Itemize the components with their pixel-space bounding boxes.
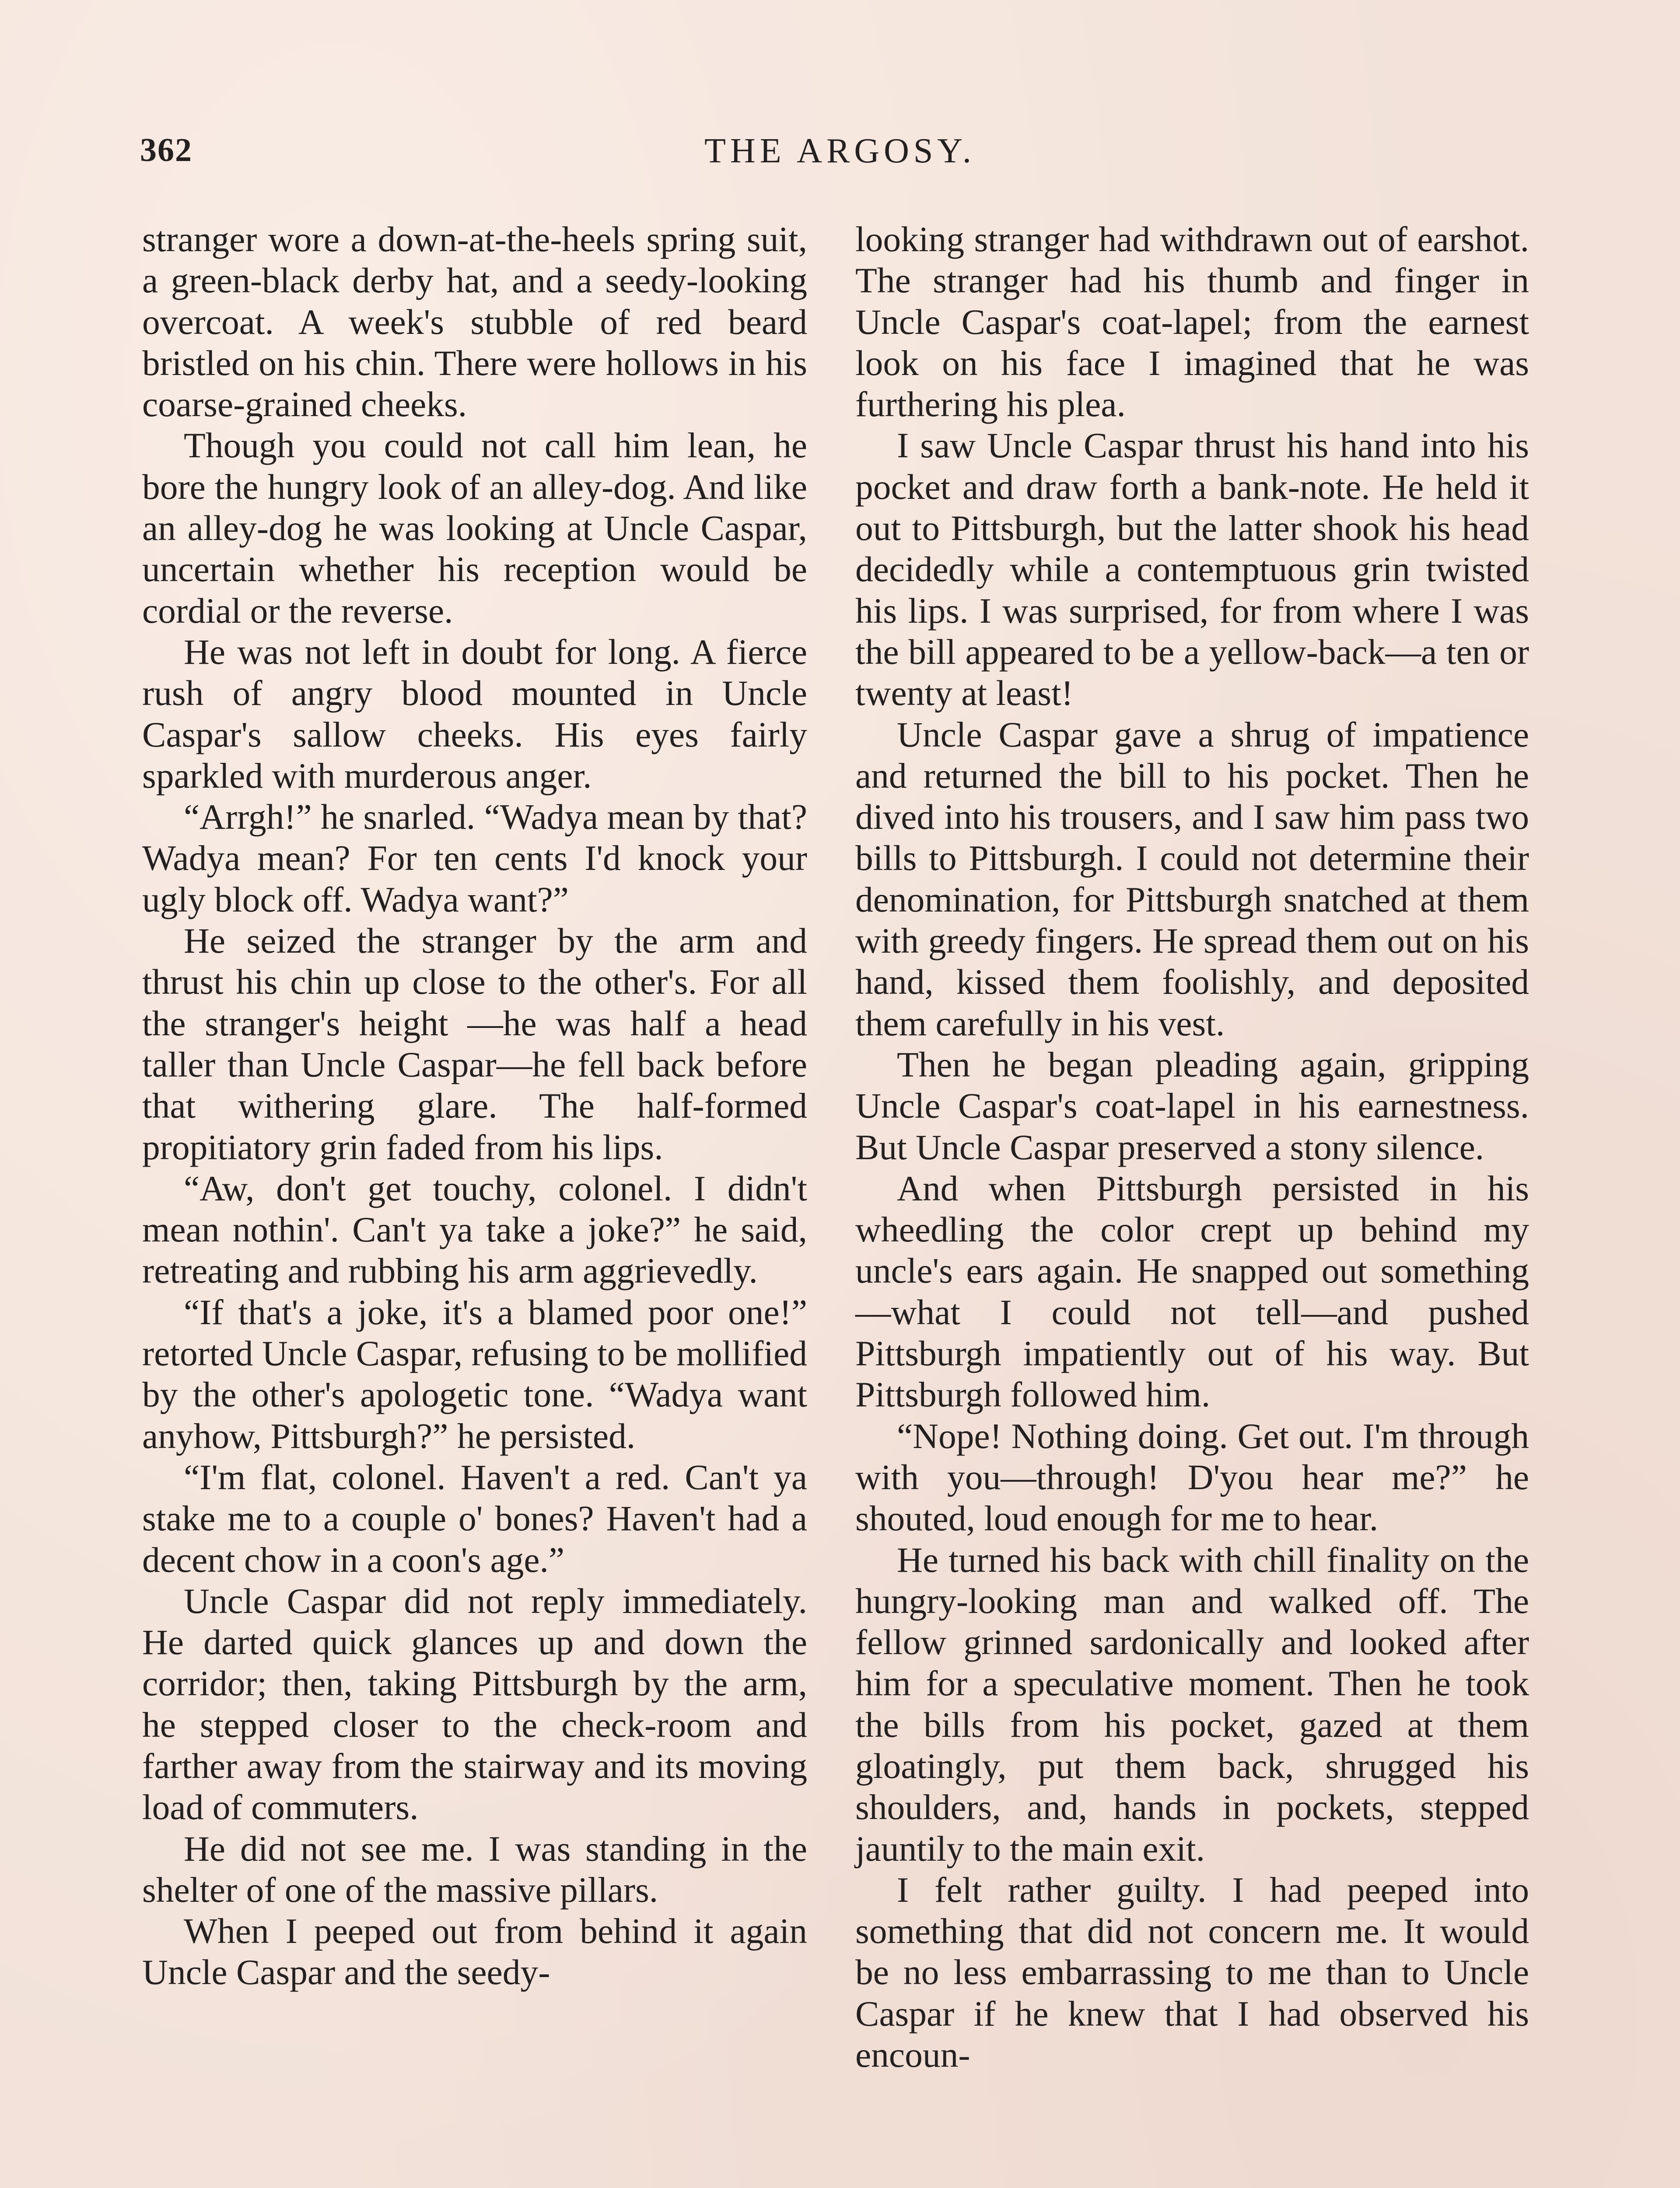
running-title: THE ARGOSY. (704, 132, 976, 170)
paragraph: “Nope! Nothing doing. Get out. I'm through with you—through! D'you hear me?” he shouted, loud enough for me to hear. (855, 1416, 1529, 1539)
paragraph: And when Pittsburgh persisted in his wheedling the color crept up behind my uncle's ears again. He snapped out something—what I could not tell—and pushed Pittsburgh impatiently out of his way. But Pittsburgh followed him. (855, 1168, 1529, 1415)
paragraph: He did not see me. I was standing in the shelter of one of the massive pillars. (142, 1828, 807, 1910)
paragraph: “Arrgh!” he snarled. “Wadya mean by that? Wadya mean? For ten cents I'd knock your ugly block off. Wadya want?” (142, 797, 807, 919)
paragraph: I felt rather guilty. I had peeped into something that did not concern me. It would be no less embarrassing to me than to Uncle Caspar if he knew that I had observed his encoun- (855, 1869, 1529, 2075)
paragraph: He turned his back with chill finality on the hungry-looking man and walked off. The fellow grinned sardonically and looked after him for a speculative moment. Then he took the bills from his pocket, gazed at them gloatingly, put them back, shrugged his shoulders, and, hands in pockets, stepped jauntily to the main exit. (855, 1539, 1529, 1869)
paragraph: When I peeped out from behind it again Uncle Caspar and the seedy- (142, 1911, 807, 1992)
right-column (855, 219, 1529, 2076)
paragraph: looking stranger had withdrawn out of earshot. The stranger had his thumb and finger in Uncle Caspar's coat-lapel; from the earnest look on his face I imagined that he was furthering his plea. (855, 219, 1529, 424)
paragraph: “If that's a joke, it's a blamed poor one!” retorted Uncle Caspar, refusing to be mollified by the other's apologetic tone. “Wadya want anyhow, Pittsburgh?” he persisted. (142, 1292, 807, 1456)
paragraph: Uncle Caspar gave a shrug of impatience and returned the bill to his pocket. Then he dived into his trousers, and I saw him pass two bills to Pittsburgh. I could not determine their denomination, for Pittsburgh snatched at them with greedy fingers. He spread them out on his hand, kissed them foolishly, and deposited them carefully in his vest. (855, 714, 1529, 1043)
paragraph: Uncle Caspar did not reply immediately. He darted quick glances up and down the corridor; then, taking Pittsburgh by the arm, he stepped closer to the check-room and farther away from the stairway and its moving load of commuters. (142, 1581, 807, 1827)
paragraph: “Aw, don't get touchy, colonel. I didn't mean nothin'. Can't ya take a joke?” he said, retreating and rubbing his arm aggrievedly. (142, 1168, 807, 1291)
page-number: 362 (140, 132, 192, 168)
page-header (140, 131, 1540, 179)
left-column (142, 219, 807, 1993)
paragraph: “I'm flat, colonel. Haven't a red. Can't ya stake me to a couple o' bones? Haven't had a decent chow in a coon's age.” (142, 1457, 807, 1580)
paragraph: stranger wore a down-at-the-heels spring suit, a green-black derby hat, and a seedy-looking overcoat. A week's stubble of red beard bristled on his chin. There were hollows in his coarse-grained cheeks. (142, 219, 807, 424)
paragraph: He was not left in doubt for long. A fierce rush of angry blood mounted in Uncle Caspar's sallow cheeks. His eyes fairly sparkled with murderous anger. (142, 631, 807, 796)
paragraph: Then he began pleading again, gripping Uncle Caspar's coat-lapel in his earnestness. But Uncle Caspar preserved a stony silence. (855, 1044, 1529, 1167)
paragraph: Though you could not call him lean, he bore the hungry look of an alley-dog. And like an alley-dog he was looking at Uncle Caspar, uncertain whether his reception would be cordial or the reverse. (142, 425, 807, 631)
paragraph: He seized the stranger by the arm and thrust his chin up close to the other's. For all the stranger's height —he was half a head taller than Uncle Caspar—he fell back before that withering glare. The half-formed propitiatory grin faded from his lips. (142, 921, 807, 1167)
paragraph: I saw Uncle Caspar thrust his hand into his pocket and draw forth a bank-note. He held it out to Pittsburgh, but the latter shook his head decidedly while a contemptuous grin twisted his lips. I was surprised, for from where I was the bill appeared to be a yellow-back—a ten or twenty at least! (855, 425, 1529, 713)
